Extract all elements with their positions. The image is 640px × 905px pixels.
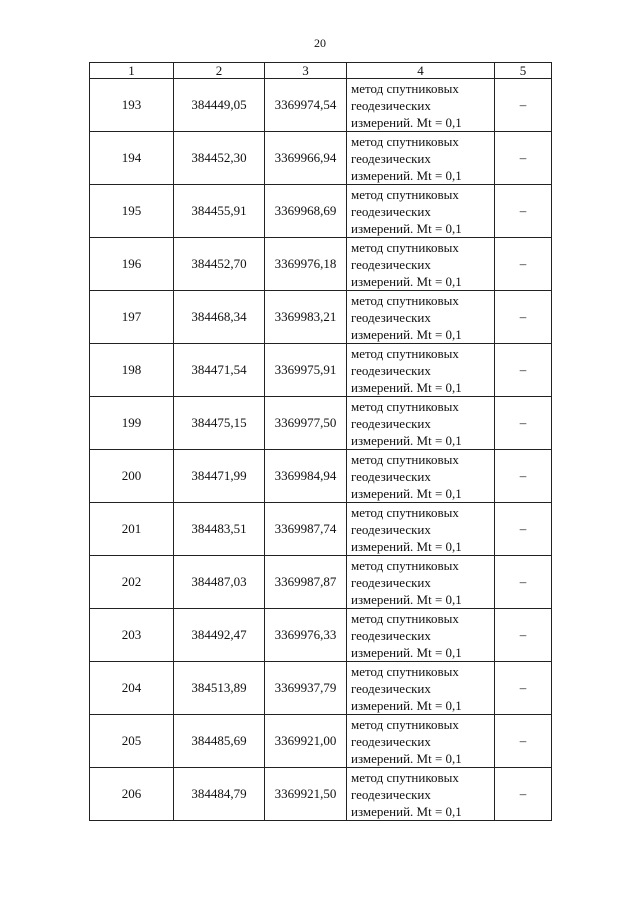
point-number-cell: 204 (90, 662, 174, 715)
note-cell: – (495, 450, 552, 503)
column-header: 1 (90, 63, 174, 79)
y-coordinate-cell: 3369976,33 (265, 609, 347, 662)
method-cell (347, 768, 495, 821)
point-number-cell: 202 (90, 556, 174, 609)
note-cell: – (495, 768, 552, 821)
x-coordinate-cell: 384513,89 (174, 662, 265, 715)
table-row (90, 715, 552, 768)
method-cell (347, 132, 495, 185)
x-coordinate-cell: 384468,34 (174, 291, 265, 344)
x-coordinate-cell: 384449,05 (174, 79, 265, 132)
note-cell: – (495, 662, 552, 715)
method-line: геодезических (351, 521, 431, 537)
x-coordinate-cell: 384452,30 (174, 132, 265, 185)
method-line: измерений. Mt = 0,1 (351, 697, 462, 713)
method-cell (347, 238, 495, 291)
method-line: геодезических (351, 203, 431, 219)
note-cell: – (495, 291, 552, 344)
method-line: измерений. Mt = 0,1 (351, 114, 462, 130)
note-cell: – (495, 503, 552, 556)
note-cell: – (495, 715, 552, 768)
x-coordinate-cell: 384487,03 (174, 556, 265, 609)
point-number-cell: 194 (90, 132, 174, 185)
page-number: 20 (314, 36, 326, 50)
method-line: геодезических (351, 468, 431, 484)
table-row (90, 450, 552, 503)
point-number-cell: 201 (90, 503, 174, 556)
note-cell: – (495, 344, 552, 397)
note-cell: – (495, 79, 552, 132)
method-line: измерений. Mt = 0,1 (351, 538, 462, 554)
point-number-cell: 198 (90, 344, 174, 397)
y-coordinate-cell: 3369984,94 (265, 450, 347, 503)
point-number-cell: 195 (90, 185, 174, 238)
table-row (90, 344, 552, 397)
y-coordinate-cell: 3369987,74 (265, 503, 347, 556)
method-line: метод спутниковых (351, 504, 459, 520)
method-line: измерений. Mt = 0,1 (351, 379, 462, 395)
method-line: измерений. Mt = 0,1 (351, 167, 462, 183)
method-cell (347, 503, 495, 556)
method-line: геодезических (351, 680, 431, 696)
y-coordinate-cell: 3369987,87 (265, 556, 347, 609)
note-cell: – (495, 238, 552, 291)
x-coordinate-cell: 384471,99 (174, 450, 265, 503)
column-header: 4 (347, 63, 495, 79)
table-row (90, 768, 552, 821)
x-coordinate-cell: 384485,69 (174, 715, 265, 768)
method-line: метод спутниковых (351, 716, 459, 732)
method-line: измерений. Mt = 0,1 (351, 591, 462, 607)
x-coordinate-cell: 384484,79 (174, 768, 265, 821)
method-line: геодезических (351, 97, 431, 113)
point-number-cell: 200 (90, 450, 174, 503)
method-line: геодезических (351, 362, 431, 378)
method-cell (347, 344, 495, 397)
method-line: измерений. Mt = 0,1 (351, 803, 462, 819)
method-line: геодезических (351, 733, 431, 749)
point-number-cell: 197 (90, 291, 174, 344)
coordinates-table (89, 62, 552, 821)
table-row (90, 238, 552, 291)
y-coordinate-cell: 3369976,18 (265, 238, 347, 291)
point-number-cell: 196 (90, 238, 174, 291)
method-cell (347, 397, 495, 450)
method-line: метод спутниковых (351, 80, 459, 96)
y-coordinate-cell: 3369937,79 (265, 662, 347, 715)
method-line: измерений. Mt = 0,1 (351, 326, 462, 342)
note-cell: – (495, 609, 552, 662)
y-coordinate-cell: 3369977,50 (265, 397, 347, 450)
method-line: геодезических (351, 309, 431, 325)
note-cell: – (495, 132, 552, 185)
table-row (90, 79, 552, 132)
method-line: метод спутниковых (351, 610, 459, 626)
method-line: геодезических (351, 150, 431, 166)
method-line: метод спутниковых (351, 345, 459, 361)
table-row (90, 132, 552, 185)
method-line: метод спутниковых (351, 557, 459, 573)
method-cell (347, 662, 495, 715)
note-cell: – (495, 185, 552, 238)
method-line: метод спутниковых (351, 663, 459, 679)
method-line: метод спутниковых (351, 451, 459, 467)
method-cell (347, 291, 495, 344)
x-coordinate-cell: 384452,70 (174, 238, 265, 291)
method-line: геодезических (351, 574, 431, 590)
point-number-cell: 203 (90, 609, 174, 662)
method-cell (347, 609, 495, 662)
method-line: геодезических (351, 256, 431, 272)
y-coordinate-cell: 3369983,21 (265, 291, 347, 344)
x-coordinate-cell: 384492,47 (174, 609, 265, 662)
table-row (90, 397, 552, 450)
table-row (90, 662, 552, 715)
x-coordinate-cell: 384475,15 (174, 397, 265, 450)
column-header: 2 (174, 63, 265, 79)
y-coordinate-cell: 3369921,00 (265, 715, 347, 768)
table-row (90, 185, 552, 238)
x-coordinate-cell: 384455,91 (174, 185, 265, 238)
method-line: метод спутниковых (351, 133, 459, 149)
table-row (90, 291, 552, 344)
x-coordinate-cell: 384471,54 (174, 344, 265, 397)
x-coordinate-cell: 384483,51 (174, 503, 265, 556)
column-header: 3 (265, 63, 347, 79)
method-cell (347, 185, 495, 238)
method-line: измерений. Mt = 0,1 (351, 432, 462, 448)
method-line: измерений. Mt = 0,1 (351, 485, 462, 501)
method-cell (347, 715, 495, 768)
point-number-cell: 206 (90, 768, 174, 821)
table-row (90, 503, 552, 556)
table-row (90, 556, 552, 609)
y-coordinate-cell: 3369968,69 (265, 185, 347, 238)
point-number-cell: 193 (90, 79, 174, 132)
method-line: метод спутниковых (351, 398, 459, 414)
method-line: геодезических (351, 786, 431, 802)
method-line: геодезических (351, 415, 431, 431)
point-number-cell: 199 (90, 397, 174, 450)
method-line: измерений. Mt = 0,1 (351, 750, 462, 766)
method-line: геодезических (351, 627, 431, 643)
y-coordinate-cell: 3369921,50 (265, 768, 347, 821)
method-line: метод спутниковых (351, 292, 459, 308)
note-cell: – (495, 556, 552, 609)
table-body (90, 79, 552, 821)
method-cell (347, 450, 495, 503)
y-coordinate-cell: 3369966,94 (265, 132, 347, 185)
table-row (90, 609, 552, 662)
point-number-cell: 205 (90, 715, 174, 768)
method-line: измерений. Mt = 0,1 (351, 273, 462, 289)
note-cell: – (495, 397, 552, 450)
method-line: измерений. Mt = 0,1 (351, 220, 462, 236)
method-line: метод спутниковых (351, 769, 459, 785)
method-line: измерений. Mt = 0,1 (351, 644, 462, 660)
y-coordinate-cell: 3369975,91 (265, 344, 347, 397)
method-cell (347, 556, 495, 609)
method-line: метод спутниковых (351, 186, 459, 202)
y-coordinate-cell: 3369974,54 (265, 79, 347, 132)
table-header-row (90, 63, 552, 79)
column-header: 5 (495, 63, 552, 79)
method-cell (347, 79, 495, 132)
method-line: метод спутниковых (351, 239, 459, 255)
